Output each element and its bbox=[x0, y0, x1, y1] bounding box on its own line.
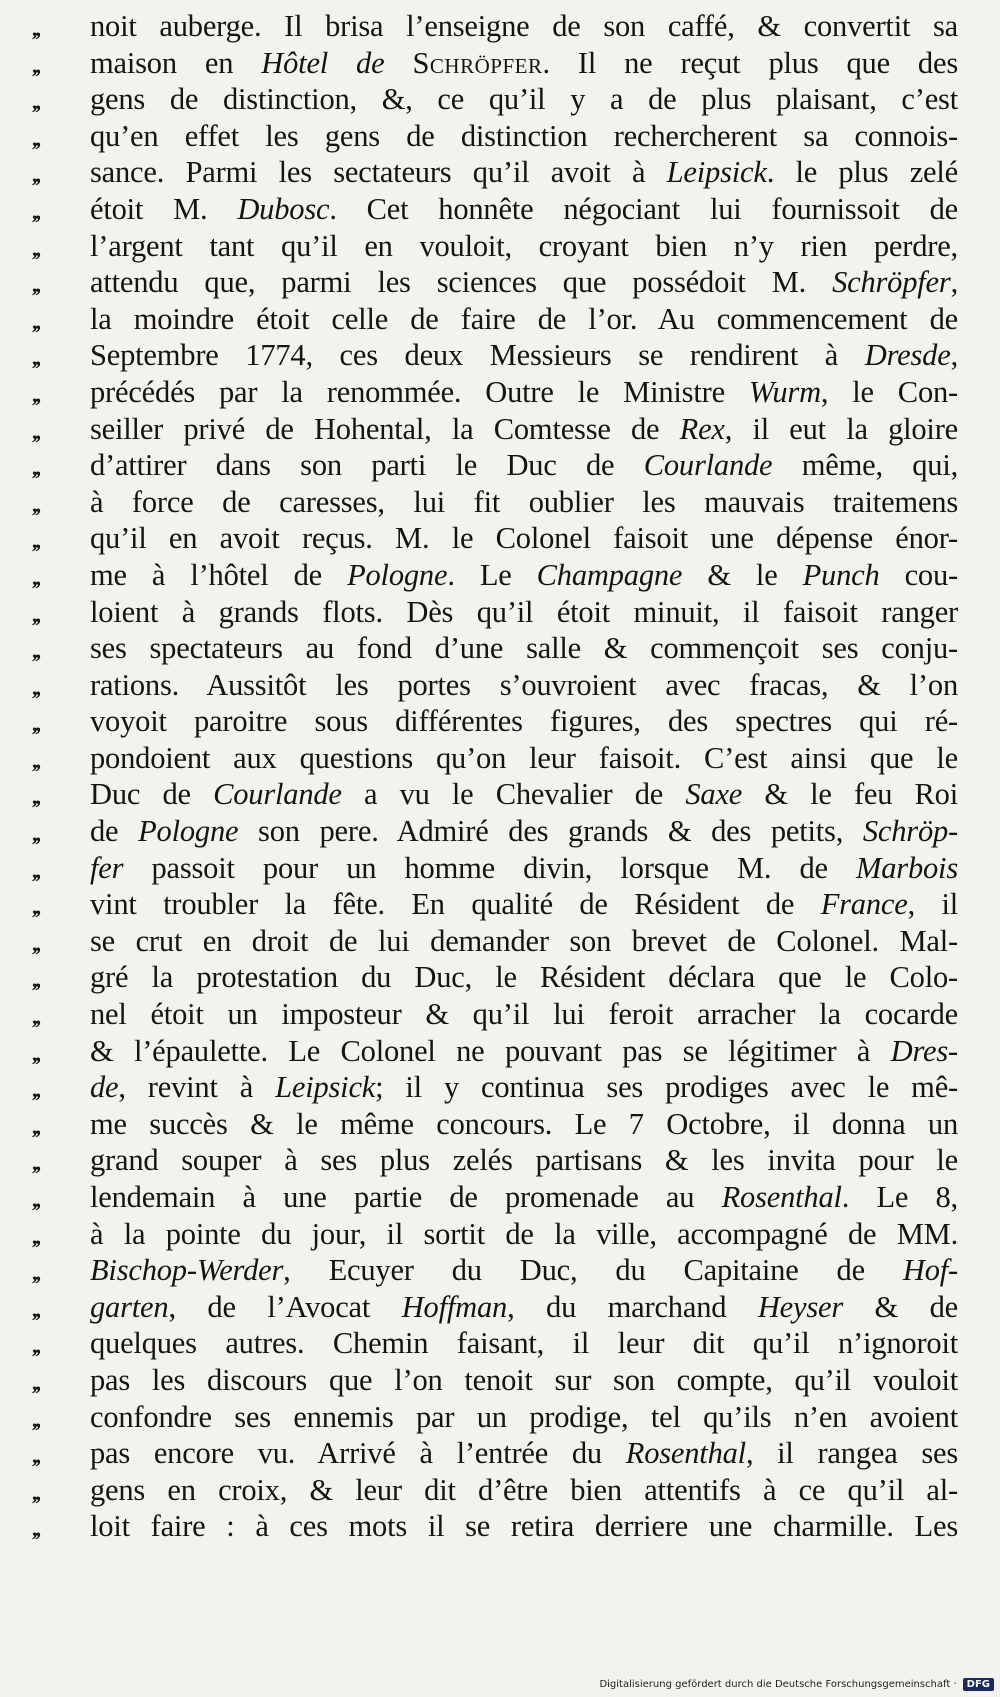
line-text: à la pointe du jour, il sortit de la ville, accompagné de MM. bbox=[90, 1216, 958, 1251]
text-line bbox=[28, 667, 958, 704]
text-line bbox=[28, 191, 958, 228]
line-text: qu’en effet les gens de distinction rechercherent sa connois- bbox=[90, 118, 958, 153]
text-line bbox=[28, 81, 958, 118]
text-line bbox=[28, 484, 958, 521]
line-text: gens en croix, & leur dit d’être bien attentifs à ce qu’il al- bbox=[90, 1472, 958, 1507]
line-text: étoit M. Dubosc. Cet honnête négociant lui fournissoit de bbox=[90, 191, 958, 226]
quote-mark: ,, bbox=[32, 1260, 39, 1286]
quote-mark: ,, bbox=[32, 857, 39, 883]
text-line bbox=[28, 959, 958, 996]
quote-mark: ,, bbox=[32, 1004, 39, 1030]
quote-mark: ,, bbox=[32, 1406, 39, 1432]
quote-mark: ,, bbox=[32, 930, 39, 956]
text-line bbox=[28, 228, 958, 265]
quote-mark: ,, bbox=[32, 272, 39, 298]
text-line bbox=[28, 520, 958, 557]
text-line bbox=[28, 923, 958, 960]
quote-mark: ,, bbox=[32, 528, 39, 554]
line-text: fer passoit pour un homme divin, lorsque M. de Marbois bbox=[90, 850, 958, 885]
quote-mark: ,, bbox=[32, 198, 39, 224]
text-line bbox=[28, 1106, 958, 1143]
quote-mark: ,, bbox=[32, 894, 39, 920]
text-line bbox=[28, 154, 958, 191]
text-line bbox=[28, 411, 958, 448]
line-text: & l’épaulette. Le Colonel ne pouvant pas se légitimer à Dres- bbox=[90, 1033, 958, 1068]
text-line bbox=[28, 1435, 958, 1472]
line-text: Bischop-Werder, Ecuyer du Duc, du Capitaine de Hof- bbox=[90, 1253, 958, 1288]
digitization-footer bbox=[599, 1678, 994, 1691]
text-line bbox=[28, 1142, 958, 1179]
line-text: nel étoit un imposteur & qu’il lui feroit arracher la cocarde bbox=[90, 997, 958, 1032]
line-text: d’attirer dans son parti le Duc de Courlande même, qui, bbox=[90, 448, 958, 483]
line-text: qu’il en avoit reçus. M. le Colonel faisoit une dépense énor- bbox=[90, 521, 958, 556]
line-text: l’argent tant qu’il en vouloit, croyant bien n’y rien perdre, bbox=[90, 228, 958, 263]
line-text: loient à grands flots. Dès qu’il étoit minuit, il faisoit ranger bbox=[90, 594, 958, 629]
quote-mark: ,, bbox=[32, 564, 39, 590]
quote-mark: ,, bbox=[32, 747, 39, 773]
quote-mark: ,, bbox=[32, 16, 39, 41]
text-line bbox=[28, 447, 958, 484]
quote-mark: ,, bbox=[32, 1150, 39, 1176]
text-line bbox=[28, 1289, 958, 1326]
text-line bbox=[28, 557, 958, 594]
quote-mark: ,, bbox=[32, 308, 39, 334]
text-line bbox=[28, 1033, 958, 1070]
line-text: voyoit paroitre sous différentes figures, des spectres qui ré- bbox=[90, 704, 958, 739]
page-text bbox=[28, 8, 958, 1545]
quote-mark: ,, bbox=[32, 1113, 39, 1139]
line-text: ses spectateurs au fond d’une salle & commençoit ses conju- bbox=[90, 631, 958, 666]
line-text: loit faire : à ces mots il se retira derriere une charmille. Les bbox=[90, 1509, 958, 1544]
line-text: seiller privé de Hohental, la Comtesse de Rex, il eut la gloire bbox=[90, 411, 958, 446]
line-text: Septembre 1774, ces deux Messieurs se rendirent à Dresde, bbox=[90, 338, 958, 373]
quote-mark: ,, bbox=[32, 1516, 39, 1542]
text-line bbox=[28, 1399, 958, 1436]
quote-mark: ,, bbox=[32, 125, 39, 151]
quote-mark: ,, bbox=[32, 674, 39, 700]
line-text: quelques autres. Chemin faisant, il leur dit qu’il n’ignoroit bbox=[90, 1326, 958, 1361]
line-text: pondoient aux questions qu’on leur faisoit. C’est ainsi que le bbox=[90, 740, 958, 775]
text-line bbox=[28, 630, 958, 667]
line-text: à force de caresses, lui fit oublier les mauvais traitemens bbox=[90, 484, 958, 519]
line-text: la moindre étoit celle de faire de l’or. Au commencement de bbox=[90, 301, 958, 336]
quote-mark: ,, bbox=[32, 381, 39, 407]
dfg-logo-icon: DFG bbox=[963, 1678, 994, 1691]
line-text: pas les discours que l’on tenoit sur son compte, qu’il vouloit bbox=[90, 1362, 958, 1397]
text-line bbox=[28, 740, 958, 777]
line-text: maison en Hôtel de Schröpfer. Il ne reçut plus que des bbox=[90, 45, 958, 80]
line-text: de, revint à Leipsick; il y continua ses prodiges avec le mê- bbox=[90, 1070, 958, 1105]
text-line bbox=[28, 1472, 958, 1509]
quote-mark: ,, bbox=[32, 235, 39, 261]
quote-mark: ,, bbox=[32, 418, 39, 444]
quote-mark: ,, bbox=[32, 1187, 39, 1212]
text-line bbox=[28, 850, 958, 887]
text-line bbox=[28, 1216, 958, 1253]
quote-mark: ,, bbox=[32, 821, 39, 847]
quote-mark: ,, bbox=[32, 52, 39, 78]
quote-mark: ,, bbox=[32, 1296, 39, 1322]
line-text: gré la protestation du Duc, le Résident déclara que le Colo- bbox=[90, 960, 958, 995]
text-line bbox=[28, 776, 958, 813]
line-text: rations. Aussitôt les portes s’ouvroient avec fracas, & l’on bbox=[90, 667, 958, 702]
line-text: noit auberge. Il brisa l’enseigne de son caffé, & convertit sa bbox=[90, 9, 958, 43]
line-text: attendu que, parmi les sciences que possédoit M. Schröpfer, bbox=[90, 265, 958, 300]
text-line bbox=[28, 118, 958, 155]
text-line bbox=[28, 264, 958, 301]
line-text: précédés par la renommée. Outre le Ministre Wurm, le Con- bbox=[90, 374, 958, 409]
text-line bbox=[28, 813, 958, 850]
text-line bbox=[28, 886, 958, 923]
line-text: Duc de Courlande a vu le Chevalier de Saxe & le feu Roi bbox=[90, 777, 958, 812]
line-text: lendemain à une partie de promenade au Rosenthal. Le 8, bbox=[90, 1180, 958, 1214]
line-text: me succès & le même concours. Le 7 Octobre, il donna un bbox=[90, 1106, 958, 1141]
quote-mark: ,, bbox=[32, 784, 39, 810]
quote-mark: ,, bbox=[32, 1223, 39, 1249]
text-line bbox=[28, 45, 958, 82]
quote-mark: ,, bbox=[32, 89, 39, 115]
text-line bbox=[28, 703, 958, 740]
quote-mark: ,, bbox=[32, 1443, 39, 1469]
line-text: sance. Parmi les sectateurs qu’il avoit à Leipsick. le plus zelé bbox=[90, 155, 958, 190]
text-line bbox=[28, 1069, 958, 1106]
line-text: se crut en droit de lui demander son brevet de Colonel. Mal- bbox=[90, 923, 958, 958]
quote-mark: ,, bbox=[32, 1077, 39, 1103]
line-text: de Pologne son pere. Admiré des grands & des petits, Schröp- bbox=[90, 814, 958, 849]
text-line bbox=[28, 1508, 958, 1545]
quote-mark: ,, bbox=[32, 1333, 39, 1359]
text-line bbox=[28, 594, 958, 631]
line-text: gens de distinction, &, ce qu’il y a de plus plaisant, c’est bbox=[90, 82, 958, 117]
line-text: garten, de l’Avocat Hoffman, du marchand Heyser & de bbox=[90, 1289, 958, 1324]
text-line bbox=[28, 337, 958, 374]
text-line bbox=[28, 996, 958, 1033]
quote-mark: ,, bbox=[32, 1369, 39, 1395]
text-line bbox=[28, 8, 958, 45]
line-text: confondre ses ennemis par un prodige, tel qu’ils n’en avoient bbox=[90, 1399, 958, 1434]
line-text: vint troubler la fête. En qualité de Résident de France, il bbox=[90, 887, 958, 922]
quote-mark: ,, bbox=[32, 162, 39, 188]
quote-mark: ,, bbox=[32, 711, 39, 737]
quote-mark: ,, bbox=[32, 1040, 39, 1066]
quote-mark: ,, bbox=[32, 345, 39, 371]
footer-credit: Digitalisierung gefördert durch die Deutsche Forschungsgemeinschaft · bbox=[599, 1679, 957, 1690]
text-line bbox=[28, 1252, 958, 1289]
text-line bbox=[28, 1179, 958, 1216]
text-line bbox=[28, 301, 958, 338]
quote-mark: ,, bbox=[32, 967, 39, 993]
quote-mark: ,, bbox=[32, 491, 39, 517]
quote-mark: ,, bbox=[32, 455, 39, 481]
line-text: pas encore vu. Arrivé à l’entrée du Rosenthal, il rangea ses bbox=[90, 1436, 958, 1471]
quote-mark: ,, bbox=[32, 1479, 39, 1505]
quote-mark: ,, bbox=[32, 638, 39, 664]
text-line bbox=[28, 374, 958, 411]
line-text: grand souper à ses plus zelés partisans & les invita pour le bbox=[90, 1143, 958, 1178]
quote-mark: ,, bbox=[32, 601, 39, 627]
text-line bbox=[28, 1325, 958, 1362]
line-text: me à l’hôtel de Pologne. Le Champagne & le Punch cou- bbox=[90, 557, 958, 592]
text-line bbox=[28, 1362, 958, 1399]
